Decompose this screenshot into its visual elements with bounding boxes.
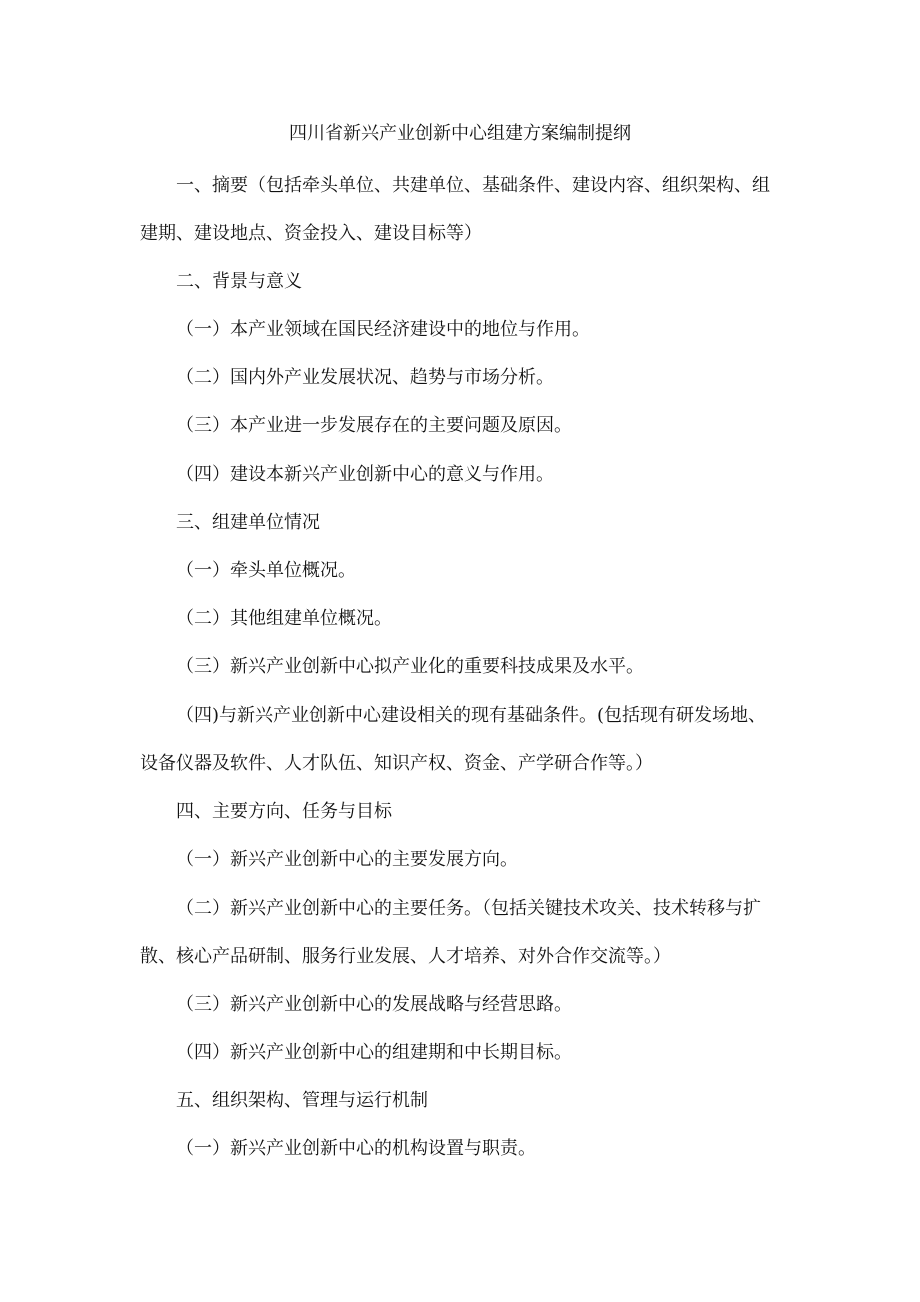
section-3-item-1: （一）牵头单位概况。 [176,560,356,581]
section-2-heading: 二、背景与意义 [176,271,302,292]
section-4-item-2-cont: 散、核心产品研制、服务行业发展、人才培养、对外合作交流等。） [140,946,671,967]
document-title: 四川省新兴产业创新中心组建方案编制提纲 [289,123,631,144]
section-5-item-1: （一）新兴产业创新中心的机构设置与职责。 [176,1138,536,1159]
section-4-heading: 四、主要方向、任务与目标 [176,801,392,822]
section-4-item-1: （一）新兴产业创新中心的主要发展方向。 [176,849,518,870]
section-3-item-2: （二）其他组建单位概况。 [176,608,392,629]
section-2-item-2: （二）国内外产业发展状况、趋势与市场分析。 [176,367,554,388]
section-2-item-1: （一）本产业领域在国民经济建设中的地位与作用。 [176,319,590,340]
section-2-item-3: （三）本产业进一步发展存在的主要问题及原因。 [176,415,572,436]
section-5-heading: 五、组织架构、管理与运行机制 [176,1090,428,1111]
section-4-item-3: （三）新兴产业创新中心的发展战略与经营思路。 [176,994,572,1015]
section-2-item-4: （四）建设本新兴产业创新中心的意义与作用。 [176,464,554,485]
section-3-item-4: （四)与新兴产业创新中心建设相关的现有基础条件。(包括现有研发场地、 [176,705,767,726]
section-3-item-3: （三）新兴产业创新中心拟产业化的重要科技成果及水平。 [176,656,644,677]
section-1-summary-cont: 建期、建设地点、资金投入、建设目标等） [140,223,482,244]
section-4-item-4: （四）新兴产业创新中心的组建期和中长期目标。 [176,1042,572,1063]
section-1-summary: 一、摘要（包括牵头单位、共建单位、基础条件、建设内容、组织架构、组 [176,175,770,196]
section-4-item-2: （二）新兴产业创新中心的主要任务。（包括关键技术攻关、技术转移与扩 [176,898,761,919]
section-3-heading: 三、组建单位情况 [176,512,320,533]
section-3-item-4-cont: 设备仪器及软件、人才队伍、知识产权、资金、产学研合作等。） [140,753,653,774]
